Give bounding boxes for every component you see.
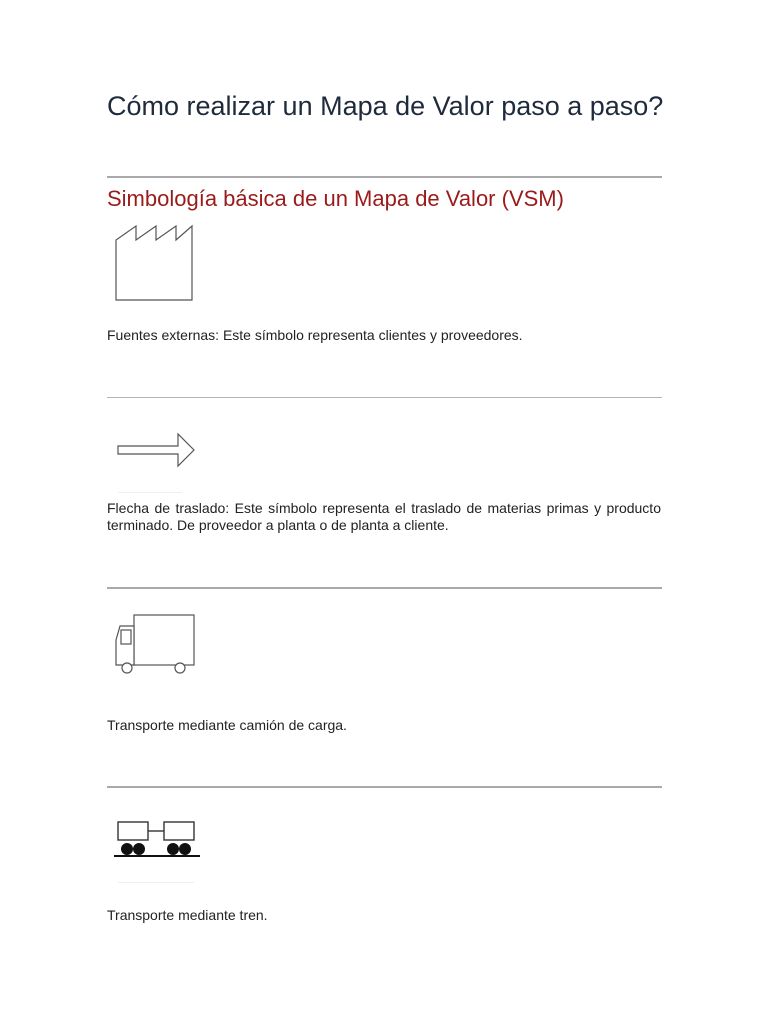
page-title: Cómo realizar un Mapa de Valor paso a paso?	[107, 91, 664, 121]
symbol-divider	[107, 587, 662, 589]
title-divider	[107, 176, 662, 178]
factory-icon	[112, 218, 198, 304]
symbol-description-shipment-arrow: Flecha de traslado: Este símbolo representa el traslado de materias primas y producto terminado. De proveedor a planta o de planta a cliente.	[107, 500, 661, 533]
train-icon	[112, 818, 204, 864]
shipment-arrow-icon	[114, 430, 198, 470]
symbol-divider	[107, 786, 662, 788]
separator-line	[118, 882, 194, 883]
symbol-description-external-sources: Fuentes externas: Este símbolo representa clientes y proveedores.	[107, 327, 523, 343]
section-heading: Simbología básica de un Mapa de Valor (VSM)	[107, 186, 564, 211]
symbol-divider	[107, 397, 662, 398]
symbol-description-train: Transporte mediante tren.	[107, 907, 268, 923]
symbol-description-truck: Transporte mediante camión de carga.	[107, 717, 347, 733]
separator-line	[118, 492, 182, 493]
truck-icon	[112, 612, 200, 678]
